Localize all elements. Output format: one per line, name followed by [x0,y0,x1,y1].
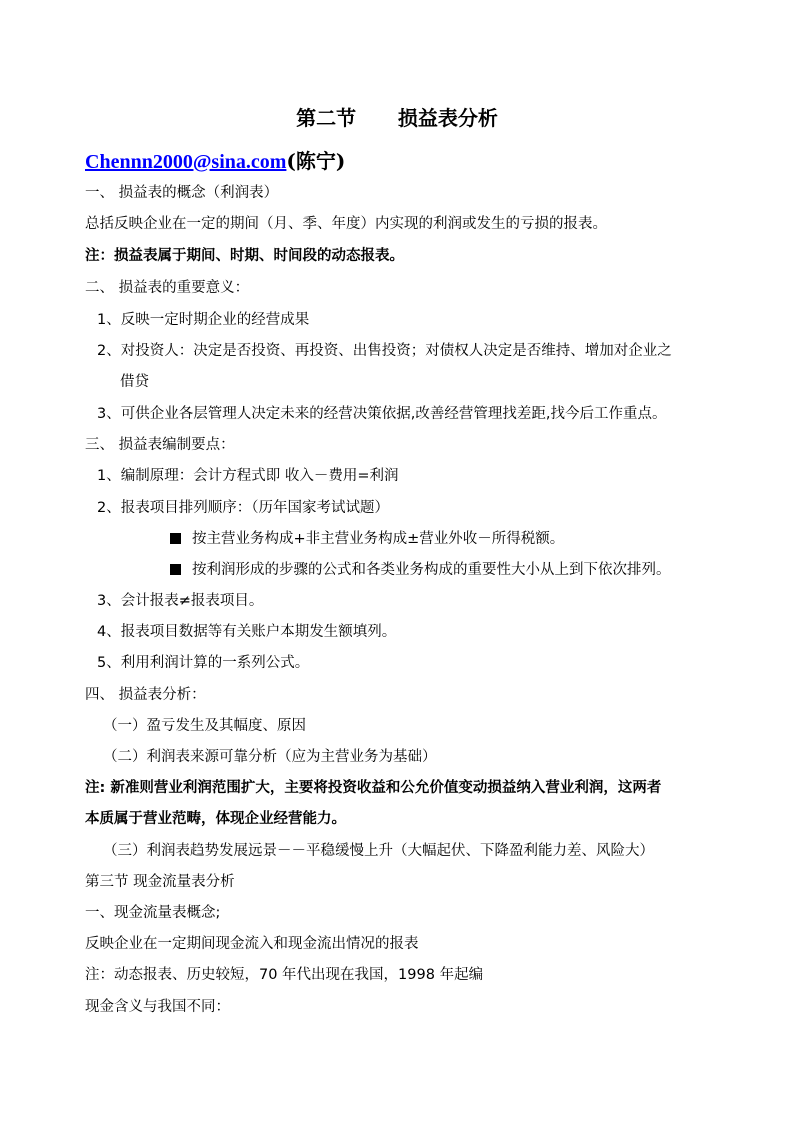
square-bullet-icon [170,533,181,544]
note-text: 注：动态报表、历史较短，70 年代出现在我国，1998 年起编 [85,967,484,983]
section-heading-1: 一、 损益表的概念（利润表） [85,185,279,201]
bullet-item [170,559,671,581]
square-bullet-icon [170,564,181,575]
list-item: 1、编制原理：会计方程式即 收入－费用=利润 [97,468,399,484]
list-item: （一）盈亏发生及其幅度、原因 [103,718,306,734]
list-item: 2、对投资人：决定是否投资、再投资、出售投资；对债权人决定是否维持、增加对企业之 [97,343,672,359]
note-text: 注：损益表属于期间、时期、时间段的动态报表。 [85,248,404,264]
paragraph-text: 现金含义与我国不同： [85,999,230,1015]
list-item: （二）利润表来源可靠分析（应为主营业务为基础） [103,749,437,765]
list-item: 4、报表项目数据等有关账户本期发生额填列。 [97,624,397,640]
author-line [85,148,345,175]
list-item: 2、报表项目排列顺序：（历年国家考试试题） [97,500,389,516]
section-heading-3: 三、 损益表编制要点： [85,437,235,453]
paragraph-text: 总括反映企业在一定的期间（月、季、年度）内实现的利润或发生的亏损的报表。 [85,216,607,232]
author-name: (陈宁) [286,149,346,173]
paragraph-text: 反映企业在一定期间现金流入和现金流出情况的报表 [85,936,419,952]
section-title-3: 第三节 现金流量表分析 [85,874,235,890]
section-heading-4: 四、 损益表分析： [85,687,206,703]
list-item: 5、利用利润计算的一系列公式。 [97,655,310,671]
list-item-continuation: 借贷 [120,374,149,390]
note-text-continuation: 本质属于营业范畴，体现企业经营能力。 [85,811,346,827]
page-title: 第二节 损益表分析 [296,106,498,130]
list-item: 1、反映一定时期企业的经营成果 [97,312,310,328]
list-item: （三）利润表趋势发展远景－－平稳缓慢上升（大幅起伏、下降盈利能力差、风险大） [103,843,654,859]
section-heading-2: 二、 损益表的重要意义： [85,280,250,296]
bullet-text: 按利润形成的步骤的公式和各类业务构成的重要性大小从上到下依次排列。 [192,562,671,578]
author-email-link[interactable]: Chennn2000@sina.com [85,151,287,173]
bullet-item [170,528,564,550]
section-heading-cashflow-1: 一、现金流量表概念; [85,905,221,921]
list-item: 3、会计报表≠报表项目。 [97,593,264,609]
list-item: 3、可供企业各层管理人决定未来的经营决策依据,改善经营管理找差距,找今后工作重点。 [97,406,667,422]
bullet-text: 按主营业务构成+非主营业务构成±营业外收－所得税额。 [192,531,565,547]
note-text: 注: 新准则营业利润范围扩大，主要将投资收益和公允价值变动损益纳入营业利润，这两者 [85,780,662,796]
